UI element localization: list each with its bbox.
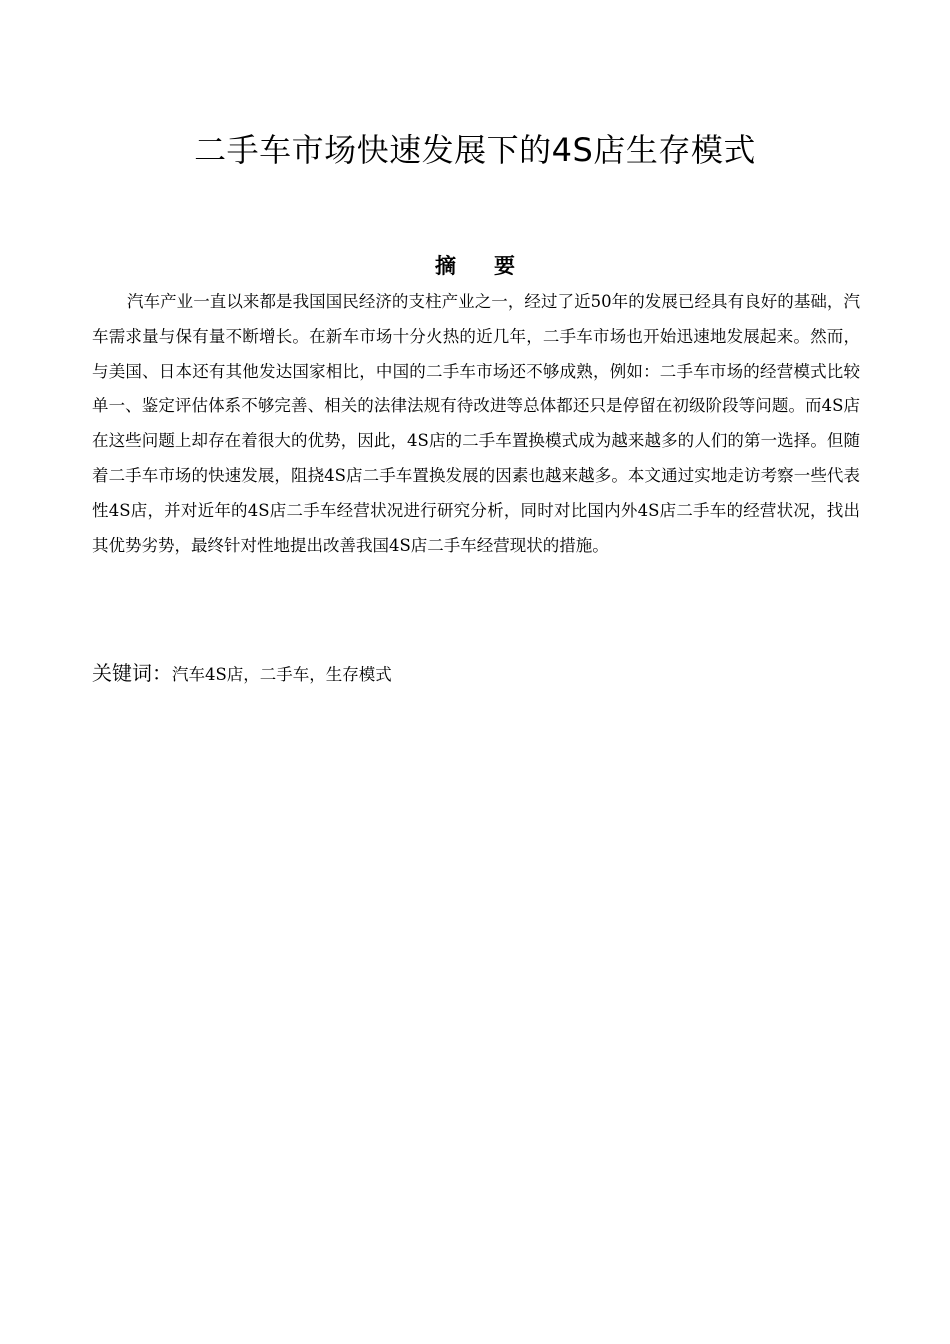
document-title: 二手车市场快速发展下的4S店生存模式 [194,131,756,169]
keywords-label: 关键词： [92,661,172,685]
abstract-heading: 摘要 [435,254,553,278]
keywords-line [92,657,860,691]
abstract-body: 汽车产业一直以来都是我国国民经济的支柱产业之一，经过了近50年的发展已经具有良好的基础，汽车需求量与保有量不断增长。在新车市场十分火热的近几年，二手车市场也开始迅速地发展起来。然而，与美国、日本还有其他发达国家相比，中国的二手车市场还不够成熟，例如：二手车市场的经营模式比较单一、鉴定评估体系不够完善、相关的法律法规有待改进等总体都还只是停留在初级阶段等问题。而4S店在这些问题上却存在着很大的优势，因此，4S店的二手车置换模式成为越来越多的人们的第一选择。但随着二手车市场的快速发展，阻挠4S店二手车置换发展的因素也越来越多。本文通过实地走访考察一些代表性4S店，并对近年的4S店二手车经营状况进行研究分析，同时对比国内外4S店二手车的经营状况，找出其优势劣势，最终针对性地提出改善我国4S店二手车经营现状的措施。 [92,292,860,555]
keywords-text: 汽车4S店，二手车，生存模式 [172,665,392,684]
